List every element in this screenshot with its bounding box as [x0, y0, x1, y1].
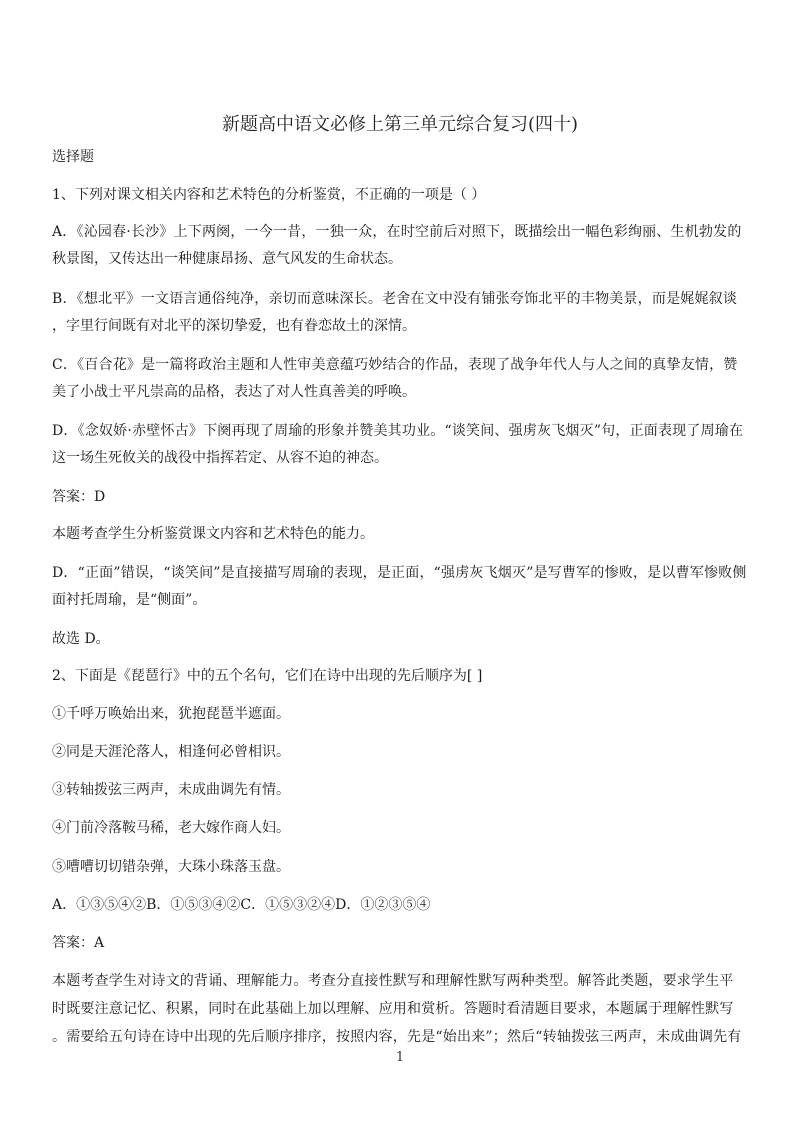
q1-explanation-1: 本题考查学生分析鉴赏课文内容和艺术特色的能力。: [52, 526, 374, 542]
q1-stem: 1、下列对课文相关内容和艺术特色的分析鉴赏，不正确的一项是（ ）: [52, 187, 486, 203]
q2-line-2: ②同是天涯沦落人，相逢何必曾相识。: [52, 744, 290, 760]
q1-option-a-line1: A．《沁园春·长沙》上下两阕，一今一昔，一独一众，在时空前后对照下，既描绘出一幅色彩绚丽、生机勃发的: [52, 224, 742, 240]
q2-stem: 2、下面是《琵琶行》中的五个名句，它们在诗中出现的先后顺序为[ ]: [52, 668, 483, 684]
q2-explanation-line3: 。需要给五句诗在诗中出现的先后顺序排序，按照内容，先是“始出来”；然后“转轴拨弦三两声，未成曲调先有: [52, 1029, 742, 1045]
q2-line-5: ⑤嘈嘈切切错杂弹，大珠小珠落玉盘。: [52, 859, 290, 875]
q1-option-d-line1: D．《念奴娇·赤壁怀古》下阕再现了周瑜的形象并赞美其功业。“谈笑间、强虏灰飞烟灭”句，正面表现了周瑜在: [52, 423, 744, 439]
q1-answer: 答案：D: [52, 489, 106, 505]
q1-option-c-line2: 美了小战士平凡崇高的品格，表达了对人性真善美的呼唤。: [52, 384, 416, 400]
q2-answer: 答案：A: [52, 935, 105, 951]
q2-line-3: ③转轴拨弦三两声，未成曲调先有情。: [52, 782, 290, 798]
page-title: 新题高中语文必修上第三单元综合复习(四十): [221, 114, 579, 135]
q1-explanation-2-line1: D．“正面”错误，“谈笑间”是直接描写周瑜的表现，是正面，“强虏灰飞烟灭”是写曹军的惨败，是以曹军惨败侧: [52, 565, 747, 581]
page-number: 1: [395, 1050, 405, 1065]
q1-option-d-line2: 这一场生死攸关的战役中指挥若定、从容不迫的神态。: [52, 450, 388, 466]
q1-option-b-line2: ，字里行间既有对北平的深切挚爱，也有眷恋故土的深情。: [52, 318, 416, 334]
q2-line-1: ①千呼万唤始出来，犹抱琵琶半遮面。: [52, 706, 290, 722]
q1-explanation-2-line2: 面衬托周瑜，是“侧面”。: [52, 592, 207, 608]
q1-option-b-line1: B．《想北平》一文语言通俗纯净，亲切而意味深长。老舍在文中没有铺张夸饰北平的丰物美景，而是娓娓叙谈: [52, 291, 738, 307]
q2-explanation-line2: 时既要注意记忆、积累，同时在此基础上加以理解、应用和赏析。答题时看清题目要求，本题属于理解性默写: [52, 1001, 734, 1017]
q2-options: A．①③⑤④②B．①⑤③④②C．①⑤③②④D．①②③⑤④: [52, 897, 431, 913]
q1-explanation-3: 故选 D。: [52, 631, 110, 647]
section-label: 选择题: [52, 149, 94, 165]
q1-option-c-line1: C．《百合花》是一篇将政治主题和人性审美意蕴巧妙结合的作品，表现了战争年代人与人之间的真挚友情，赞: [52, 357, 738, 373]
q2-explanation-line1: 本题考查学生对诗文的背诵、理解能力。考查分直接性默写和理解性默写两种类型。解答此类题，要求学生平: [52, 973, 734, 989]
q2-line-4: ④门前冷落鞍马稀，老大嫁作商人妇。: [52, 820, 290, 836]
q1-option-a-line2: 秋景图，又传达出一种健康昂扬、意气风发的生命状态。: [52, 251, 402, 267]
